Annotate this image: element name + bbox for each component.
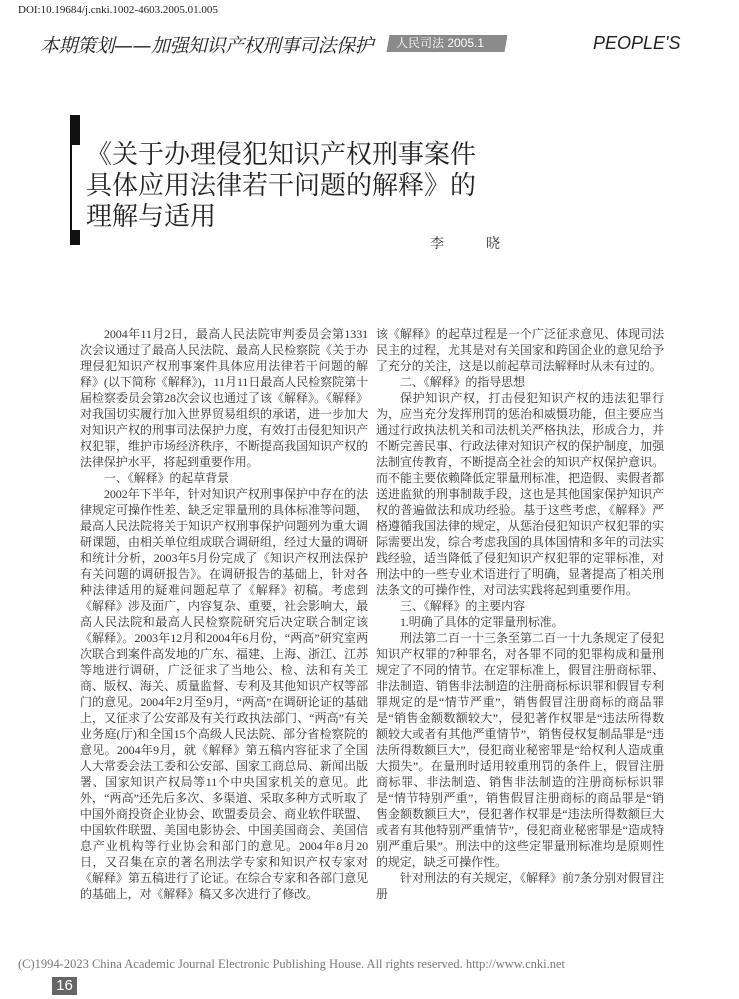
doi: DOI:10.19684/j.cnki.1002-4603.2005.01.005 [18, 4, 218, 16]
section-header: 本期策划——加强知识产权刑事司法保护 [40, 35, 374, 57]
paragraph: 保护知识产权，打击侵犯知识产权的违法犯罪行为，应当充分发挥刑罚的惩治和威慑功能，但主要应当通过行政执法机关和司法机关严格执法，形成合力，并不断完善民事、行政法律对知识产权的保护制度，加强法制宣传教育，不断提高全社会的知识产权保护意识。而不能主要依赖降低定罪量刑标准，把造假、卖假者都送进监狱的刑事制裁手段，这也是其他国家保护知识产权的普遍做法和成功经验。基于这些考虑，《解释》严格遵循我国法律的规定，从惩治侵犯知识产权犯罪的实际需要出发，综合考虑我国的具体国情和多年的司法实践经验，适当降低了侵犯知识产权犯罪的定罪标准，对刑法中的一些专业术语进行了明确，显著提高了相关刑法条文的可操作性，对司法实践将起到重要作用。 [376, 391, 664, 597]
section-heading: 二、《解释》的指导思想 [400, 375, 525, 389]
section-heading: 一、《解释》的起草背景 [104, 471, 229, 485]
paragraph: 针对刑法的有关规定，《解释》前7条分别对假冒注册 [376, 871, 664, 901]
journal-issue: 人民司法 2005.1 [396, 36, 485, 50]
journal-badge [387, 35, 508, 52]
right-column [376, 326, 664, 902]
page-number: 16 [52, 977, 77, 995]
copyright-notice: (C)1994-2023 China Academic Journal Electronic Publishing House. All rights reserved. http://www.cnki.net [18, 957, 566, 971]
title-accent-bracket [70, 145, 80, 230]
paragraph: 2004年11月2日，最高人民法院审判委员会第1331次会议通过了最高人民法院、最高人民检察院《关于办理侵犯知识产权刑事案件具体应用法律若干问题的解释》(以下简称《解释》)，11月11日最高人民检察院第十届检察委员会第28次会议也通过了该《解释》。《解释》对我国切实履行加入世界贸易组织的承诺，进一步加大对知识产权的刑事司法保护力度，有效打击侵犯知识产权犯罪，维护市场经济秩序，不断提高我国知识产权的法律保护水平，将起到重要作用。 [80, 327, 368, 469]
paragraph: 2002年下半年，针对知识产权刑事保护中存在的法律规定可操作性差、缺乏定罪量刑的具体标准等问题，最高人民法院将关于知识产权刑事保护问题列为重大调研课题，由相关单位组成联合调研组，经过大量的调研和统计分析，2003年5月份完成了《知识产权刑法保护有关问题的调研报告》。在调研报告的基础上，针对各种法律适用的疑难问题起草了《解释》初稿。考虑到《解释》涉及面广，内容复杂、重要，社会影响大，最高人民法院和最高人民检察院研究后决定联合制定该《解释》。2003年12月和2004年6月份，“两高”研究室两次联合到案件高发地的广东、福建、上海、浙江、江苏等地进行调研，广泛征求了当地公、检、法和有关工商、版权、海关、质量监督、专利及其他知识产权等部门的意见。2004年2月至9月，“两高”在调研论证的基础上，又征求了公安部及有关行政执法部门、“两高”有关业务庭(厅)和全国15个高级人民法院、部分省检察院的意见。2004年9月，就《解释》第五稿内容征求了全国人大常委会法工委和公安部、国家工商总局、新闻出版署、国家知识产权局等11个中央国家机关的意见。此外，“两高”还先后多次、多渠道、采取多种方式听取了中国外商投资企业协会、欧盟委员会、商业软件联盟、中国软件联盟、美国电影协会、中国美国商会、美国信息产业机构等行业协会和部门的意见。2004年8月20日，又召集在京的著名刑法学专家和知识产权专家对《解释》第五稿进行了论证。在综合专家和各部门意见的基础上，对《解释》稿又多次进行了修改。 [80, 487, 368, 901]
left-column [80, 326, 368, 902]
paragraph: 刑法第二百一十三条至第二百一十九条规定了侵犯知识产权罪的7种罪名，对各罪不同的犯罪构成和量刑规定了不同的情节。在定罪标准上，假冒注册商标罪、非法制造、销售非法制造的注册商标标识罪和假冒专利罪规定的是“情节严重”，销售假冒注册商标的商品罪是“销售金额数额较大”，侵犯著作权罪是“违法所得数额较大或者有其他严重情节”，销售侵权复制品罪是“违法所得数额巨大”，侵犯商业秘密罪是“给权利人造成重大损失”。在量刑时适用较重刑罚的条件上，假冒注册商标罪、非法制造、销售非法制造的注册商标标识罪是“情节特别严重”，销售假冒注册商标的商品罪是“销售金额数额巨大”，侵犯著作权罪是“违法所得数额巨大或者有其他特别严重情节”，侵犯商业秘密罪是“造成特别严重后果”。刑法中的这些定罪量刑标准均是原则性的规定，缺乏可操作性。 [376, 631, 664, 869]
paragraph: 该《解释》的起草过程是一个广泛征求意见、体现司法民主的过程，尤其是对有关国家和跨国企业的意见给予了充分的关注，这是以前起草司法解释时从未有过的。 [376, 327, 664, 373]
article-author: 李 晓 [430, 237, 514, 252]
subheading: 1.明确了具体的定罪量刑标准。 [400, 615, 564, 629]
article-title: 《关于办理侵犯知识产权刑事案件具体应用法律若干问题的解释》的理解与适用 [86, 140, 477, 232]
journal-brand: PEOPLE'S [593, 33, 681, 53]
section-heading: 三、《解释》的主要内容 [400, 599, 525, 613]
